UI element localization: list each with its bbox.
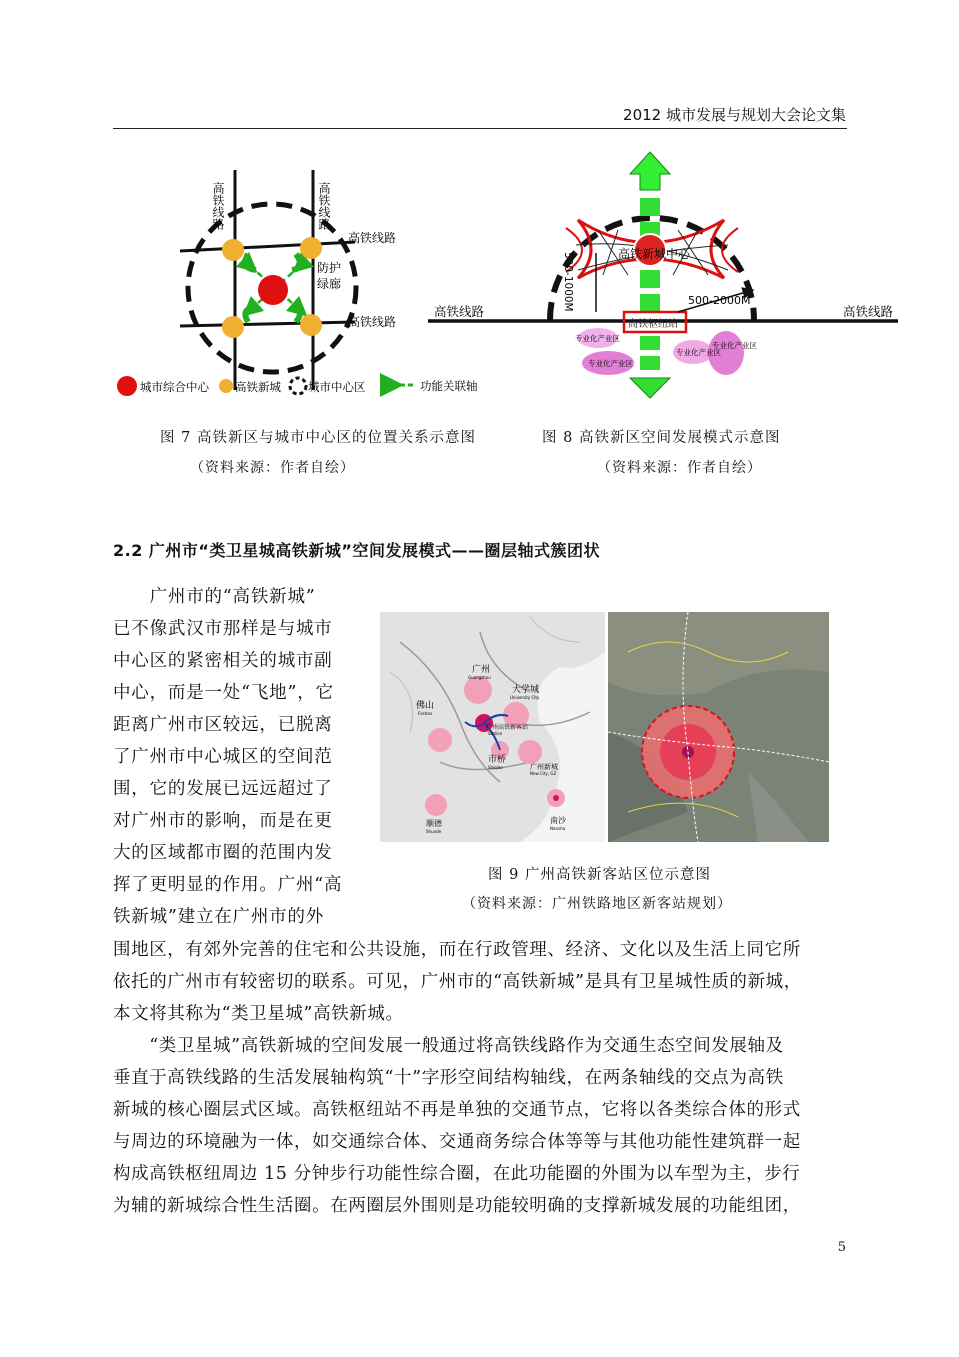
- body-line: “类卫星城”高铁新城的空间发展一般通过将高铁线路作为交通生态空间发展轴及: [113, 1036, 784, 1056]
- new-town-dot: [300, 237, 322, 259]
- map-label: 广州: [472, 665, 491, 675]
- label-station: 高铁枢纽站: [628, 319, 678, 330]
- map-label-en: Guangzhou: [468, 675, 491, 680]
- body-line: 为辅的新城综合性生活圈。在两圈层外围则是功能较明确的支撑新城发展的功能组团，: [113, 1196, 801, 1216]
- map-label: 广州高铁新客站: [486, 724, 529, 731]
- body-line: 了广州市中心城区的空间范: [113, 747, 333, 767]
- figure-9-satellite: [608, 612, 829, 842]
- rail-line-top: [180, 242, 355, 251]
- map-label-en: New City, GZ: [530, 771, 557, 776]
- figure-8-caption: 图 8 高铁新区空间发展模式示意图: [542, 430, 781, 446]
- figure-9-caption: 图 9 广州高铁新客站区位示意图: [488, 867, 711, 883]
- map-label-en: Shunde: [426, 829, 442, 834]
- section-heading: 2.2 广州市“类卫星城高铁新城”空间发展模式——圈层轴式簇团状: [113, 541, 600, 560]
- label-rail-bottom-right: 高铁线路: [348, 315, 397, 329]
- header-rule: [113, 128, 847, 129]
- rail-line-bottom: [180, 322, 355, 326]
- map-label-en: Shiqiao: [488, 765, 503, 770]
- label-center: 高铁新城中心: [618, 247, 691, 261]
- legend-label: 城市中心区: [308, 380, 366, 394]
- legend-label: 高铁新城: [235, 380, 281, 394]
- body-line: 与周边的环境融为一体，如交通综合体、交通商务综合体等等与其他功能性建筑群一起: [113, 1132, 801, 1152]
- map-label: 顺德: [426, 819, 442, 828]
- label-industry: 专业化产业区: [676, 348, 721, 357]
- body-line: 距离广州市区较远，已脱离: [113, 715, 333, 735]
- new-town-dot: [300, 314, 322, 336]
- label-industry: 专业化产业区: [575, 334, 620, 343]
- map-label-en: Nansha: [550, 826, 566, 831]
- running-header: 2012 城市发展与规划大会论文集: [623, 106, 846, 124]
- map-label-en: Foshan: [418, 711, 433, 716]
- map-label: 南沙: [550, 816, 566, 825]
- body-line: 中心区的紧密相关的城市副: [113, 651, 333, 671]
- legend-orange-dot-icon: [219, 379, 233, 393]
- body-line: 广州市的“高铁新城”: [113, 587, 316, 607]
- figure-9-map: [380, 612, 605, 842]
- legend-red-dot-icon: [117, 376, 137, 396]
- figure-7-source: （资料来源：作者自绘）: [190, 460, 355, 476]
- label-rail-left: 高铁线路: [434, 304, 485, 319]
- body-line: 新城的核心圈层式区域。高铁枢纽站不再是单独的交通节点，它将以各类综合体的形式: [113, 1100, 801, 1120]
- body-line: 本文将其称为“类卫星城”高铁新城。: [113, 1004, 404, 1024]
- map-label: 广州新城: [530, 763, 558, 771]
- map-label: 佛山: [416, 701, 435, 711]
- page-number: 5: [837, 1240, 846, 1255]
- figure-8-diagram: [428, 150, 898, 400]
- label-rail-vertical-left: 高铁线路: [211, 182, 225, 230]
- label-green-corridor: 防护绿廊: [317, 261, 342, 291]
- map-label: 大学城: [512, 685, 540, 695]
- body-line: 中心，而是一处“飞地”，它: [113, 683, 334, 703]
- body-line: 依托的广州市有较密切的联系。可见，广州市的“高铁新城”是具有卫星城性质的新城，: [113, 972, 802, 992]
- label-industry: 专业化产业区: [588, 359, 633, 368]
- map-label-en: University City: [510, 695, 540, 700]
- label-rail-vertical-right: 高铁线路: [317, 182, 331, 230]
- body-line: 铁新城”建立在广州市的外: [113, 907, 325, 927]
- figure-8-source: （资料来源：作者自绘）: [597, 460, 762, 476]
- body-line: 大的区域都市圈的范围内发: [113, 843, 333, 863]
- label-distance-diagonal: 500-2000M: [688, 294, 751, 307]
- body-line: 对广州市的影响，而是在更: [113, 811, 333, 831]
- body-line: 围，它的发展已远远超过了: [113, 779, 333, 799]
- legend-label: 城市综合中心: [140, 380, 209, 394]
- figure-7-caption: 图 7 高铁新区与城市中心区的位置关系示意图: [160, 430, 476, 446]
- map-label-en: Station: [488, 731, 503, 736]
- legend-dashed-circle-icon: [290, 378, 306, 394]
- body-line: 构成高铁枢纽周边 15 分钟步行功能性综合圈，在此功能圈的外围为以车型为主，步行: [113, 1164, 801, 1184]
- new-town-dot: [222, 316, 244, 338]
- label-industry: 专业化产业区: [712, 341, 757, 350]
- body-line: 垂直于高铁线路的生活发展轴构筑“十”字形空间结构轴线，在两条轴线的交点为高铁: [113, 1068, 784, 1088]
- new-town-dot: [222, 239, 244, 261]
- map-label: 市桥: [488, 755, 507, 765]
- city-center-dot: [258, 275, 288, 305]
- label-distance-vertical: 500-1000M: [562, 252, 574, 312]
- label-rail-top-right: 高铁线路: [348, 231, 397, 245]
- figure-9-source: （资料来源：广州铁路地区新客站规划）: [462, 896, 732, 912]
- body-line: 已不像武汉市那样是与城市: [113, 619, 333, 639]
- body-line: 围地区，有郊外完善的住宅和公共设施，而在行政管理、经济、文化以及生活上同它所: [113, 940, 801, 960]
- label-rail-right: 高铁线路: [843, 304, 894, 319]
- body-line: 挥了更明显的作用。广州“高: [113, 875, 343, 895]
- legend-label: 功能关联轴: [420, 379, 478, 393]
